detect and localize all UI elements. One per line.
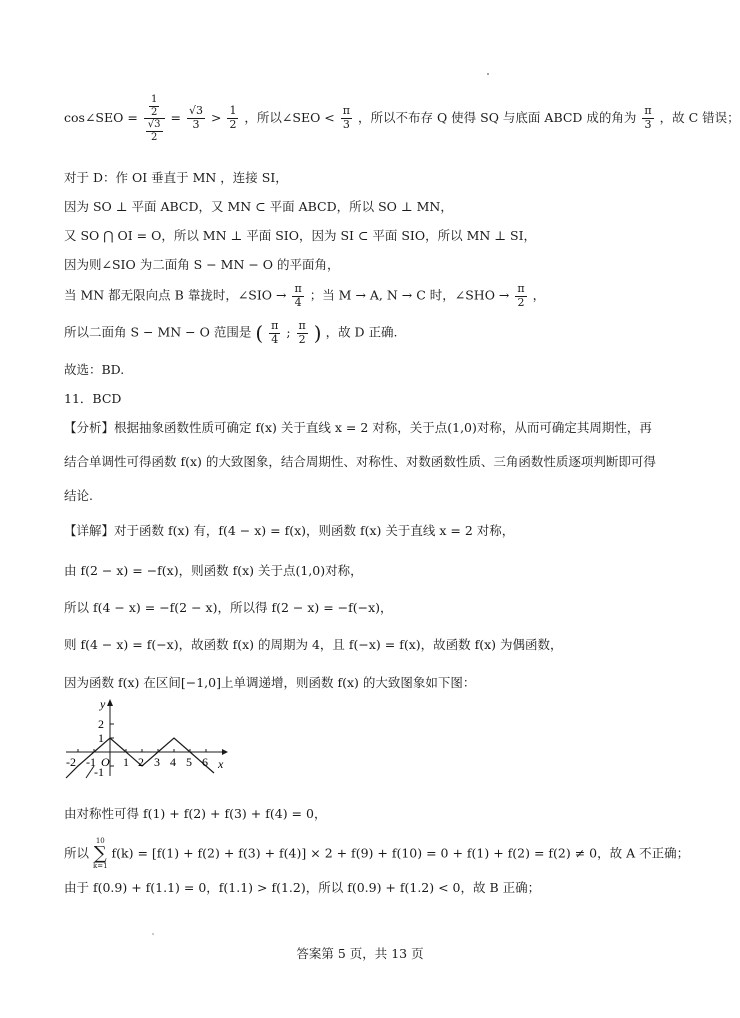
x-axis-arrow xyxy=(222,749,228,755)
line-cos-seo xyxy=(64,94,740,143)
text: ; xyxy=(286,324,291,340)
sigma-lower: k=1 xyxy=(93,862,108,870)
frac-num: √3 xyxy=(147,119,161,130)
y-tick-label: 2 xyxy=(98,717,104,731)
line-sum-four: 由对称性可得 f(1) + f(2) + f(3) + f(4) = 0， xyxy=(64,806,327,821)
line-monotone: 因为函数 f(x) 在区间[−1,0]上单调递增，则函数 f(x) 的大致图象如下图： xyxy=(64,675,476,690)
fraction: $\frac{\pi}{4}$ xyxy=(294,282,302,309)
text-eq: = xyxy=(170,110,181,125)
text: 当 MN 都无限向点 B 靠拢时，∠SIO → xyxy=(64,287,287,303)
fraction-complex xyxy=(144,94,165,143)
line-range xyxy=(64,320,398,346)
x-axis-label: x xyxy=(218,757,224,771)
frac-num: 1 xyxy=(150,94,158,105)
fraction: $\frac{√3}{3}$ xyxy=(188,104,203,131)
x-tick-label: 2 xyxy=(138,755,144,769)
fraction: $\frac{\pi}{3}$ xyxy=(644,104,652,131)
y-tick-label: 1 xyxy=(98,731,104,745)
x-tick-label: 5 xyxy=(186,755,192,769)
fraction: $\frac{\pi}{2}$ xyxy=(517,282,525,309)
line-q11: 11．BCD xyxy=(64,391,122,406)
origin-label: O xyxy=(101,755,110,769)
line-symmetry-point: 由 f(2 − x) = −f(x)，则函数 f(x) 关于点(1,0)对称， xyxy=(64,563,363,578)
fraction: $\frac{\pi}{4}$ xyxy=(271,319,279,346)
x-tick-label: -1 xyxy=(86,755,96,769)
frac-den: 2 xyxy=(150,106,158,118)
text: ，故 D 正确. xyxy=(325,324,398,340)
line-dihedral: 因为则∠SIO 为二面角 S − MN − O 的平面角， xyxy=(64,257,340,272)
text: ，所以∠SEO < xyxy=(244,110,335,125)
line-detail: 【详解】对于函数 f(x) 有，f(4 − x) = f(x)，则函数 f(x) 关于直线 x = 2 对称， xyxy=(64,523,515,538)
text: ；当 M → A, N → C 时，∠SHO → xyxy=(309,287,510,303)
y-tick-label: -1 xyxy=(94,765,104,779)
fraction: $\frac{\pi}{3}$ xyxy=(342,104,350,131)
paren-right: ) xyxy=(313,321,322,346)
sigma: ∑ xyxy=(93,843,107,864)
x-tick-label: 1 xyxy=(123,755,129,769)
text: 所以 xyxy=(64,845,90,861)
x-tick-label: 3 xyxy=(154,755,160,769)
line-so-perp: 因为 SO ⊥ 平面 ABCD，又 MN ⊂ 平面 ABCD，所以 SO ⊥ MN， xyxy=(64,199,453,214)
text: f(k) = [f(1) + f(2) + f(3) + f(4)] × 2 + f(9) + f(10) = 0 + f(1) + f(2) = f(2) ≠ 0，故 A 不正确； xyxy=(111,845,690,861)
x-tick-label: 4 xyxy=(170,755,176,769)
para-analysis: 【分析】根据抽象函数性质可确定 f(x) 关于直线 x = 2 对称，关于点(1,0)对称，从而可确定其周期性，再结合单调性可得函数 f(x) 的大致图象，结合周期性、对称性、对数函数性质、三角函数性质逐项判断即可得结论. xyxy=(64,420,656,503)
sigma-upper: 10 xyxy=(95,837,105,845)
scan-speck xyxy=(152,933,154,935)
line-d-case: 对于 D：作 OI 垂直于 MN ，连接 SI， xyxy=(64,170,288,185)
function-graph xyxy=(62,696,232,778)
fraction: $\frac{1}{2}$ xyxy=(229,104,237,131)
page-footer: 答案第 5 页，共 13 页 xyxy=(296,946,424,961)
line-option-b: 由于 f(0.9) + f(1.1) = 0，f(1.1) > f(1.2)，所以 f(0.9) + f(1.2) < 0，故 B 正确； xyxy=(64,880,541,895)
text-gt: > xyxy=(210,110,226,125)
text: ，故 C 错误； xyxy=(659,110,740,125)
y-axis-label: y xyxy=(100,697,106,711)
line-limits xyxy=(64,283,545,309)
text: ， xyxy=(532,287,546,303)
line-answer-bd: 故选：BD. xyxy=(64,362,125,377)
line-sigma xyxy=(64,838,689,870)
sigma-block xyxy=(93,838,108,870)
line-mn-perp: 又 SO ⋂ OI = O，所以 MN ⊥ 平面 SIO，因为 SI ⊂ 平面 SIO，所以 MN ⊥ SI， xyxy=(64,228,537,243)
line-period: 则 f(4 − x) = f(−x)，故函数 f(x) 的周期为 4，且 f(−x) = f(x)，故函数 f(x) 为偶函数， xyxy=(64,637,563,652)
x-tick-label: 6 xyxy=(202,755,208,769)
fraction: $\frac{\pi}{2}$ xyxy=(298,319,306,346)
x-tick-label: -2 xyxy=(66,755,76,769)
text: ，所以不布存 Q 使得 SQ 与底面 ABCD 成的角为 xyxy=(357,110,637,125)
text: 所以二面角 S − MN − O 范围是 xyxy=(64,324,252,340)
line-derive: 所以 f(4 − x) = −f(2 − x)，所以得 f(2 − x) = −f(−x)， xyxy=(64,600,393,615)
paren-left: ( xyxy=(255,321,264,346)
y-axis-arrow xyxy=(107,699,113,706)
frac-den: 2 xyxy=(150,131,158,143)
text-cos: cos∠SEO = xyxy=(64,110,138,125)
scan-speck xyxy=(487,73,489,75)
